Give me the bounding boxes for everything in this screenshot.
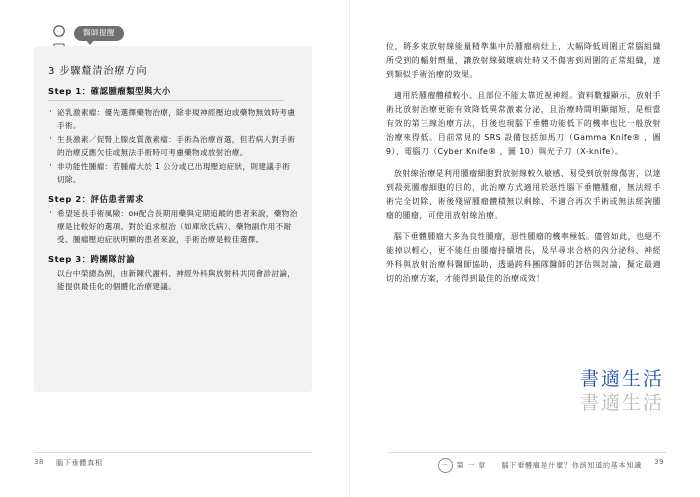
list-item: ‧ 非功能性腫瘤：若腫瘤大於 1 公分或已出現壓迫症狀，則建議手術切除。	[48, 160, 298, 186]
publisher-logo-secondary: 書適生活	[579, 391, 664, 414]
body-paragraph: 腦下垂體腫瘤大多為良性腫瘤，惡性腫瘤的機率極低。儘管如此，也絕不能掉以輕心，更不能任由腫瘤持續增長，及早尋求合格的內分泌科、神經外科與放射治療科醫師協助，透過跨科團隊醫師的評估與討論，擬定最適切的治療方案，才能得到最佳的治療成效！	[386, 231, 661, 283]
step-3-paragraph: 以台中榮總為例，由新陳代謝科、神經外科與放射科共同會診討論，能提供最佳化的個體化治療建議。	[57, 269, 296, 292]
right-page-number: 39	[654, 458, 664, 466]
right-page	[350, 0, 700, 497]
step-3-heading: Step 3：跨團隊討論	[48, 254, 136, 265]
right-footer-divider	[388, 452, 666, 453]
list-item: ‧ 泌乳激素瘤：優先選擇藥物治療，除非規神經壓迫或藥物無效時考慮手術。	[48, 106, 298, 132]
body-paragraph: 位，將多束放射線能量精準集中於腫瘤病灶上，大幅降低周圍正常腦組織所受到的輻射劑量，讓放射線破壞病灶時又不傷害到周圍的正常組織，達到類似手術治療的效果。	[386, 42, 661, 80]
step-1-divider	[48, 100, 284, 101]
list-item: ‧ 生長激素／促腎上腺皮質激素瘤：手術為治療首選，但若病人對手術的治療反應欠佳或無法手術時可考慮藥物或放射治療。	[48, 133, 298, 159]
left-footer-divider	[34, 452, 312, 453]
right-running-head	[438, 458, 642, 473]
list-item: ‧ 希望延長手術風險：он配合長期用藥與定期追蹤的患者來說，藥物治療是比較好的選項。對於追求根治（如庫欣氏病）、藥物副作用不耐受、腫瘤壓迫症狀明顯的患者來說，手術治療是較佳選擇。	[48, 207, 298, 246]
tip-box-content	[48, 62, 298, 294]
step-1-heading: Step 1：確認腫瘤類型與大小	[48, 86, 171, 96]
speaker-bubble: 醫師提醒	[74, 26, 124, 41]
tip-box-title: 3 步驟釐清治療方向	[48, 66, 148, 77]
step-2-bullets	[48, 207, 298, 246]
left-page-number: 38	[34, 458, 44, 466]
right-body-column	[386, 40, 661, 293]
body-paragraph: 放射線治療是利用腫瘤細胞對放射線較久敏感、易受到放射線傷害，以達到殺死腫瘤細胞的目的，此治療方式適用於惡性腦下垂體腫瘤，無法經手術完全切除、術後殘留腫瘤體積無以剩餘、不適合再次手術或無法經詢腫瘤的腫瘤，可使用放射線治療。	[386, 168, 661, 220]
chapter-mark: 一	[438, 458, 453, 473]
publisher-logo	[580, 368, 664, 416]
step-1-bullets	[48, 106, 298, 186]
right-running-head-text: 第 一 章 腦下垂體瘤是什麼？你該知道的基本知識	[456, 461, 642, 470]
left-running-head: 腦下垂體真相	[56, 459, 103, 467]
body-paragraph: 適用於腫瘤體積較小、且部位不能太靠近視神經。資料數據顯示，放射手術比放射治療更能有效降低異常激素分泌，且治療時間明顯縮短，是相當有效的第三線治療方法，目後也現腦下垂體功能低下的機率也比一般放射治療來得低。目前常見的 SRS 設備包括加馬刀（Gamma Knife® ，圖 9）、電腦刀（Cyber Knife® ，圖 10）與光子刀（X-knife）。	[386, 91, 661, 157]
publisher-logo-primary: 書適生活	[579, 368, 664, 390]
step-2-heading: Step 2：評估患者需求	[48, 194, 145, 205]
